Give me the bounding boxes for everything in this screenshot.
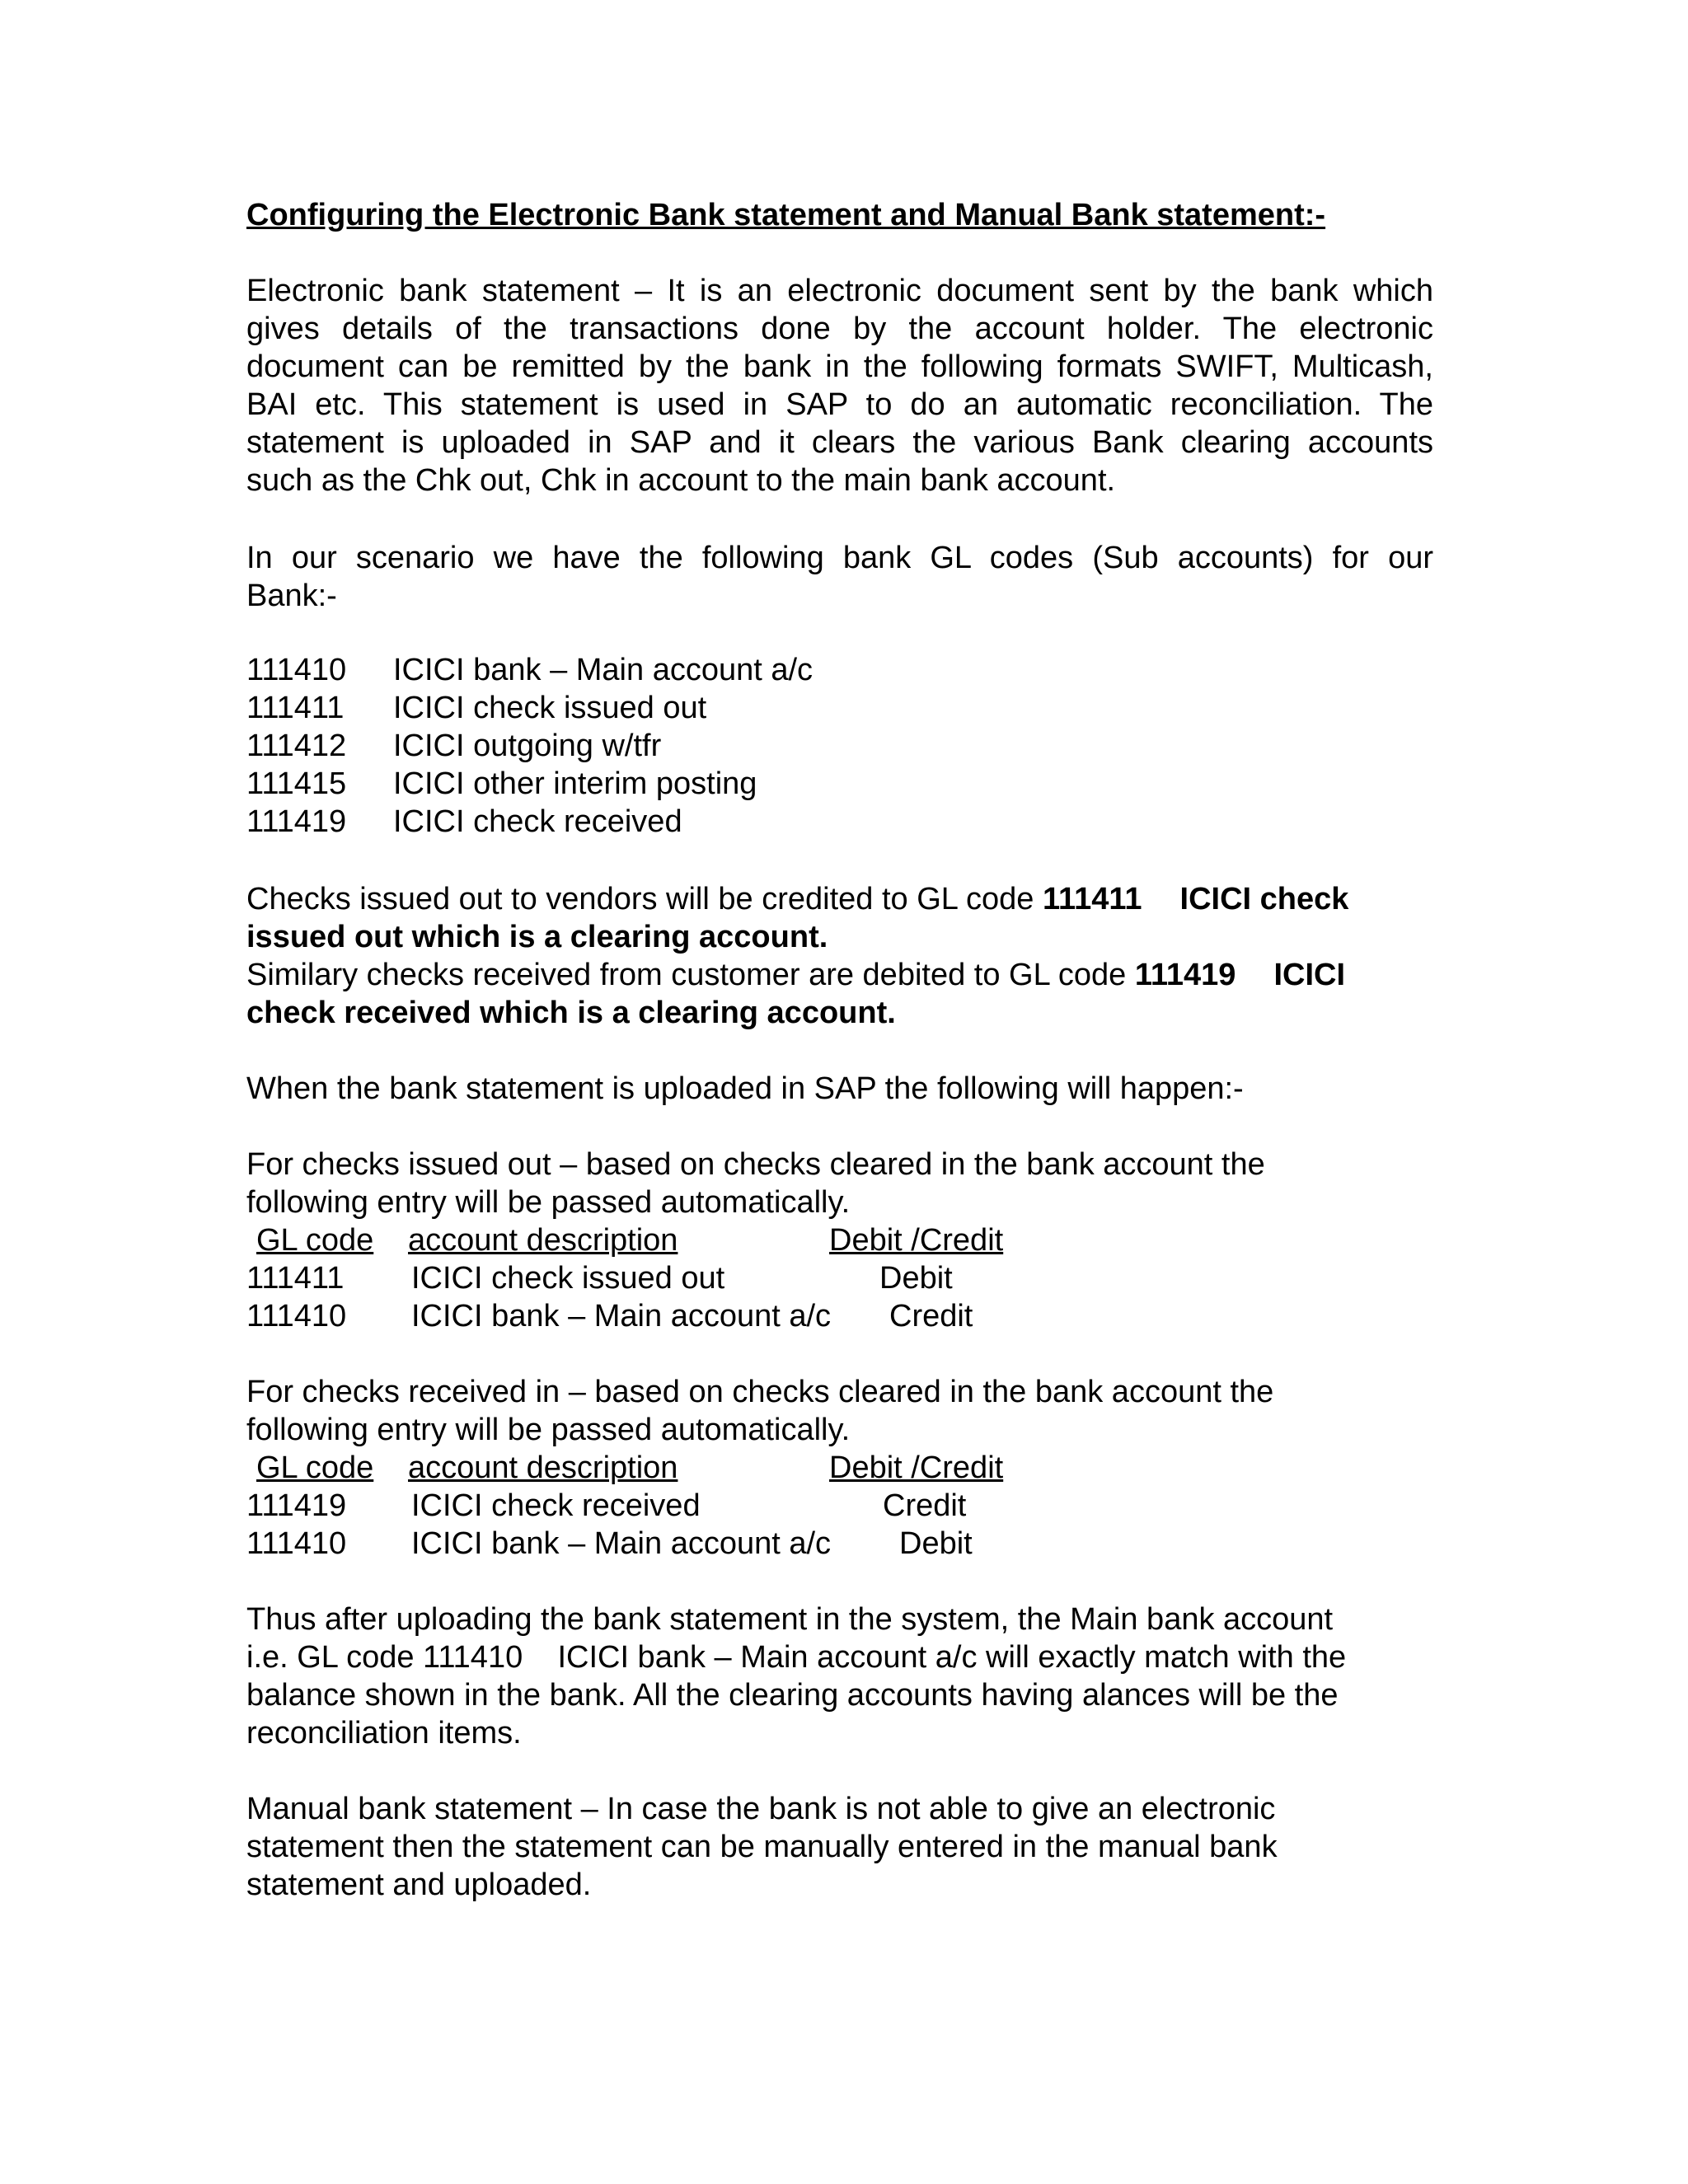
- checks-issued-clearing-note: issued out which is a clearing account.: [246, 920, 828, 954]
- entry-gl-code: 111411: [246, 1261, 345, 1296]
- header-debit-credit: Debit /Credit: [829, 1451, 1004, 1485]
- reconciliation-paragraph: [246, 1601, 1433, 1752]
- header-gl-code: GL code: [256, 1223, 374, 1258]
- table-header-row: [246, 1449, 1153, 1487]
- gl-description: ICICI other interim posting: [393, 766, 757, 801]
- paragraph-line: statement then the statement can be manually entered in the manual bank: [246, 1830, 1278, 1864]
- gl-code: 111419: [246, 804, 347, 839]
- gl-description: ICICI check issued out: [393, 691, 707, 725]
- paragraph-line: following entry will be passed automatically.: [246, 1185, 851, 1220]
- paragraph-line: For checks received in – based on checks cleared in the bank account the: [246, 1375, 1274, 1409]
- gl-code-row: [246, 689, 813, 727]
- paragraph-line: such as the Chk out, Chk in account to the main bank account.: [246, 463, 1116, 498]
- table-row: [246, 1259, 1153, 1297]
- checks-received-name: ICICI: [1273, 958, 1345, 992]
- manual-statement-paragraph: [246, 1790, 1433, 1904]
- upload-intro: [246, 1070, 1433, 1108]
- gl-code: 111415: [246, 766, 347, 801]
- checks-issued-code: 111411: [1043, 882, 1142, 916]
- paragraph-line: For checks issued out – based on checks cleared in the bank account the: [246, 1147, 1265, 1182]
- header-debit-credit: Debit /Credit: [829, 1223, 1004, 1258]
- paragraph-line: following entry will be passed automatically.: [246, 1413, 851, 1447]
- paragraph-line: Thus after uploading the bank statement in the system, the Main bank account: [246, 1602, 1334, 1637]
- document-title: Configuring the Electronic Bank statement and Manual Bank statement:-: [246, 198, 1326, 232]
- checks-paragraph: [246, 880, 1433, 1032]
- table-row: [246, 1297, 1153, 1335]
- entry-debit-credit: Credit: [883, 1488, 967, 1523]
- document-page: [246, 0, 1433, 2184]
- entry-description: ICICI check received: [411, 1488, 701, 1523]
- entry-description: ICICI bank – Main account a/c: [411, 1526, 832, 1561]
- gl-code-row: [246, 727, 813, 765]
- table-header-row: [246, 1221, 1153, 1259]
- received-entry-table: [246, 1449, 1153, 1563]
- gl-code-row: [246, 651, 813, 689]
- gl-code-row: [246, 803, 813, 841]
- issued-entry-table: [246, 1221, 1153, 1335]
- paragraph-line: Bank:-: [246, 579, 337, 613]
- gl-description: ICICI outgoing w/tfr: [393, 729, 662, 763]
- gl-code: 111412: [246, 729, 347, 763]
- entry-debit-credit: Debit: [899, 1526, 973, 1561]
- paragraph-line: BAI etc. This statement is used in SAP to do an automatic reconciliation. The: [246, 387, 1433, 422]
- gl-code-row: [246, 765, 813, 803]
- header-account-description: account description: [408, 1451, 678, 1485]
- checks-received-code: 111419: [1134, 958, 1236, 992]
- checks-received-text: Similary checks received from customer are debited to GL code: [246, 958, 1135, 992]
- header-account-description: account description: [408, 1223, 678, 1258]
- paragraph-line: In our scenario we have the following bank GL codes (Sub accounts) for our: [246, 541, 1433, 575]
- table-row: [246, 1525, 1153, 1563]
- paragraph-line: document can be remitted by the bank in the following formats SWIFT, Multicash,: [246, 349, 1433, 384]
- paragraph-line: statement and uploaded.: [246, 1868, 592, 1902]
- paragraph-line: reconciliation items.: [246, 1716, 522, 1750]
- entry-debit-credit: Debit: [879, 1261, 953, 1296]
- paragraph-line: statement is uploaded in SAP and it clears the various Bank clearing accounts: [246, 425, 1433, 460]
- gl-code: 111411: [246, 691, 345, 725]
- scenario-paragraph: [246, 539, 1433, 615]
- entry-description: ICICI bank – Main account a/c: [411, 1299, 832, 1333]
- paragraph-line: Electronic bank statement – It is an electronic document sent by the bank which: [246, 274, 1433, 308]
- paragraph-line: balance shown in the bank. All the clearing accounts having alances will be the: [246, 1678, 1339, 1713]
- entry-description: ICICI check issued out: [411, 1261, 725, 1296]
- table-row: [246, 1487, 1153, 1525]
- entry-gl-code: 111419: [246, 1488, 347, 1523]
- paragraph-line: Manual bank statement – In case the bank is not able to give an electronic: [246, 1792, 1276, 1826]
- gl-description: ICICI check received: [393, 804, 682, 839]
- paragraph-line: [246, 956, 1433, 994]
- header-gl-code: GL code: [256, 1451, 374, 1485]
- paragraph-line: i.e. GL code 111410 ICICI bank – Main account a/c will exactly match with the: [246, 1640, 1347, 1675]
- paragraph-line: When the bank statement is uploaded in SAP the following will happen:-: [246, 1071, 1244, 1106]
- entry-gl-code: 111410: [246, 1526, 347, 1561]
- received-section-intro: [246, 1373, 1433, 1449]
- checks-received-clearing-note: check received which is a clearing account.: [246, 996, 896, 1030]
- gl-description: ICICI bank – Main account a/c: [393, 653, 814, 687]
- entry-debit-credit: Credit: [889, 1299, 973, 1333]
- electronic-statement-paragraph: [246, 272, 1433, 499]
- checks-issued-text: Checks issued out to vendors will be credited to GL code: [246, 882, 1043, 916]
- entry-gl-code: 111410: [246, 1299, 347, 1333]
- checks-issued-name: ICICI check: [1179, 882, 1349, 916]
- paragraph-line: gives details of the transactions done by the account holder. The electronic: [246, 312, 1433, 346]
- paragraph-line: [246, 880, 1433, 918]
- issued-section-intro: [246, 1146, 1433, 1221]
- gl-code-list: [246, 651, 813, 841]
- gl-code: 111410: [246, 653, 347, 687]
